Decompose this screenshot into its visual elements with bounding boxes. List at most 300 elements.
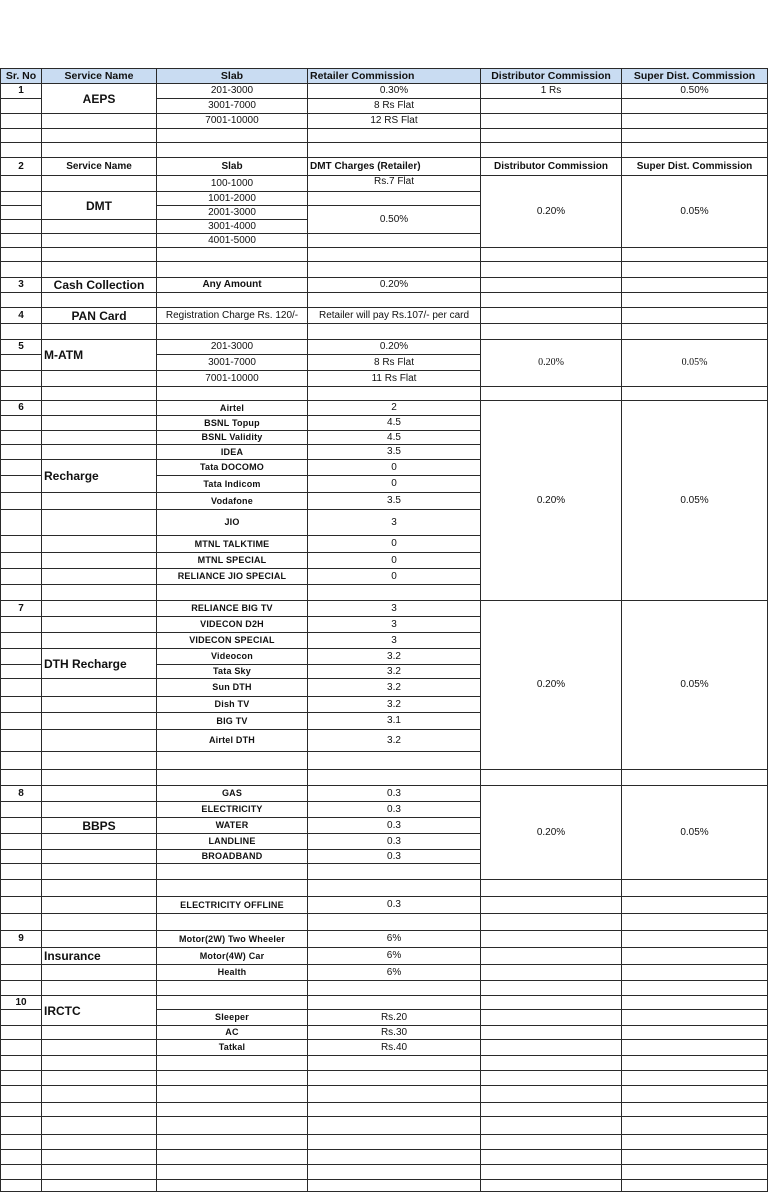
slab-cell <box>157 99 308 114</box>
value-cell <box>308 818 481 834</box>
service-name-irctc <box>42 996 157 1026</box>
dmt-subheader-charges <box>308 158 481 176</box>
empty-cell <box>157 262 308 278</box>
empty-cell <box>622 981 768 996</box>
operator-cell-text: VIDECON D2H <box>200 619 264 629</box>
empty-cell <box>0 1040 42 1056</box>
empty-cell <box>0 981 42 996</box>
value-cell-text: 3.2 <box>387 698 401 710</box>
value-cell-text: 0 <box>391 570 397 582</box>
super-dist-cell <box>622 786 768 880</box>
empty-cell <box>42 220 157 234</box>
empty-cell <box>42 880 157 897</box>
dmt-charge-cell-text: Rs.7 Flat <box>373 176 414 187</box>
empty-cell <box>622 1026 768 1040</box>
empty-cell <box>0 1150 42 1165</box>
value-cell-text: 3.2 <box>387 681 401 693</box>
empty-cell <box>308 914 481 931</box>
header-retailer-commission-text: Retailer Commission <box>310 69 415 82</box>
empty-cell <box>622 1165 768 1180</box>
operator-cell <box>157 850 308 864</box>
sr-no-text: 6 <box>18 402 24 413</box>
operator-cell <box>157 617 308 633</box>
empty-cell <box>0 665 42 679</box>
empty-cell <box>0 176 42 192</box>
empty-cell <box>42 1180 157 1192</box>
empty-cell <box>622 1180 768 1192</box>
empty-cell <box>0 850 42 864</box>
sr-no-text: 3 <box>18 279 24 290</box>
retailer-cell <box>308 355 481 371</box>
slab-cell <box>157 206 308 220</box>
header-service-name <box>42 68 157 84</box>
dmt-charge-cell-text: 0.50% <box>379 213 409 225</box>
empty-cell <box>0 730 42 752</box>
value-cell <box>308 948 481 965</box>
operator-cell <box>157 416 308 431</box>
super-dist-cell-text: 0.05% <box>680 679 709 690</box>
value-cell-text: 3.2 <box>387 650 401 662</box>
value-cell <box>308 730 481 752</box>
empty-cell <box>42 1086 157 1103</box>
operator-cell-text: RELIANCE BIG TV <box>191 603 273 613</box>
empty-cell <box>0 445 42 460</box>
operator-cell <box>157 445 308 460</box>
value-cell <box>308 536 481 553</box>
operator-cell-text: BIG TV <box>216 715 248 726</box>
distributor-cell <box>481 401 622 601</box>
retailer-cell-text: Retailer will pay Rs.107/- per card <box>318 309 470 321</box>
value-cell <box>308 460 481 476</box>
empty-cell <box>0 914 42 931</box>
operator-cell-text: IDEA <box>220 446 244 457</box>
empty-cell <box>622 99 768 114</box>
retailer-cell <box>308 278 481 293</box>
value-cell <box>308 569 481 585</box>
empty-cell <box>42 401 157 416</box>
operator-cell <box>157 493 308 510</box>
value-cell-text: 3.2 <box>387 734 401 746</box>
operator-cell <box>157 679 308 697</box>
value-cell <box>308 786 481 802</box>
empty-cell <box>157 1180 308 1192</box>
empty-cell <box>0 770 42 786</box>
empty-cell <box>42 234 157 248</box>
header-sr-no <box>0 68 42 84</box>
distributor-cell-text: 0.20% <box>536 494 566 506</box>
empty-cell <box>42 981 157 996</box>
value-cell <box>308 665 481 679</box>
empty-cell <box>308 770 481 786</box>
empty-cell <box>157 143 308 158</box>
empty-cell <box>42 802 157 818</box>
super-dist-cell <box>622 176 768 248</box>
value-cell-text: 0 <box>391 554 397 566</box>
empty-cell <box>42 431 157 445</box>
super-dist-cell <box>622 401 768 601</box>
value-cell-text: 3.1 <box>387 715 401 726</box>
header-distributor-commission <box>481 68 622 84</box>
slab-cell <box>157 114 308 129</box>
operator-cell <box>157 665 308 679</box>
value-cell <box>308 802 481 818</box>
empty-cell <box>0 585 42 601</box>
dmt-subheader-charges-text: DMT Charges (Retailer) <box>310 160 421 172</box>
operator-cell-text: ELECTRICITY OFFLINE <box>180 899 284 910</box>
empty-cell <box>0 649 42 665</box>
empty-cell <box>308 585 481 601</box>
empty-cell <box>481 1026 622 1040</box>
slab-cell <box>157 176 308 192</box>
value-cell <box>308 601 481 617</box>
value-cell-text: 2 <box>391 402 397 413</box>
distributor-cell-text: 1 Rs <box>540 85 562 96</box>
super-dist-cell <box>622 601 768 770</box>
empty-cell <box>622 1040 768 1056</box>
service-name-dmt <box>42 192 157 220</box>
retailer-cell-text: 8 Rs Flat <box>373 356 414 368</box>
empty-cell <box>0 536 42 553</box>
empty-cell <box>0 371 42 387</box>
empty-cell <box>308 234 481 248</box>
empty-cell <box>0 633 42 649</box>
blank-cell <box>308 996 481 1010</box>
super-dist-cell-text: 0.50% <box>680 85 709 96</box>
retailer-cell-text: 11 Rs Flat <box>371 372 417 384</box>
header-distributor-commission-text: Distributor Commission <box>491 69 611 82</box>
sr-no <box>0 401 42 416</box>
empty-cell <box>622 1135 768 1150</box>
empty-cell <box>308 981 481 996</box>
empty-cell <box>481 262 622 278</box>
value-cell <box>308 713 481 730</box>
empty-cell <box>42 770 157 786</box>
value-cell <box>308 617 481 633</box>
sr-no-text: 10 <box>15 996 27 1008</box>
empty-cell <box>0 834 42 850</box>
sr-no <box>0 158 42 176</box>
operator-cell <box>157 931 308 948</box>
empty-cell <box>481 1056 622 1071</box>
value-cell <box>308 416 481 431</box>
operator-cell <box>157 476 308 493</box>
retailer-cell-text: 12 RS Flat <box>370 115 418 126</box>
empty-cell <box>157 914 308 931</box>
empty-cell <box>157 880 308 897</box>
operator-cell-text: Tata Sky <box>213 666 251 676</box>
slab-cell-text: Registration Charge Rs. 120/- <box>165 309 299 321</box>
operator-cell-text: VIDECON SPECIAL <box>189 635 275 645</box>
operator-cell-text: BROADBAND <box>201 851 263 861</box>
empty-cell <box>622 1056 768 1071</box>
value-cell-text: 6% <box>386 966 402 978</box>
empty-cell <box>0 493 42 510</box>
header-retailer-commission <box>308 68 481 84</box>
slab-cell-text: 7001-10000 <box>205 115 259 126</box>
empty-cell <box>308 143 481 158</box>
empty-cell <box>0 1135 42 1150</box>
empty-cell <box>308 880 481 897</box>
value-cell-text: 3.5 <box>387 446 401 457</box>
header-slab <box>157 68 308 84</box>
empty-cell <box>308 1165 481 1180</box>
value-cell <box>308 1040 481 1056</box>
slab-cell <box>157 340 308 355</box>
empty-cell <box>157 324 308 340</box>
operator-cell <box>157 649 308 665</box>
sr-no <box>0 84 42 99</box>
service-name-insurance <box>42 948 157 965</box>
empty-cell <box>157 387 308 401</box>
empty-cell <box>481 897 622 914</box>
operator-cell <box>157 965 308 981</box>
empty-cell <box>622 914 768 931</box>
empty-cell <box>481 1117 622 1135</box>
value-cell-text: 0 <box>391 478 397 489</box>
retailer-cell <box>308 84 481 99</box>
value-cell <box>308 431 481 445</box>
empty-cell <box>622 996 768 1010</box>
empty-cell <box>308 1117 481 1135</box>
empty-cell <box>0 864 42 880</box>
empty-cell <box>0 1026 42 1040</box>
header-slab-text: Slab <box>220 69 244 82</box>
operator-cell <box>157 897 308 914</box>
empty-cell <box>622 1117 768 1135</box>
empty-cell <box>42 786 157 802</box>
empty-cell <box>157 1165 308 1180</box>
empty-cell <box>42 1165 157 1180</box>
distributor-cell-text: 0.20% <box>536 826 566 838</box>
service-name-irctc-text: IRCTC <box>44 1003 81 1018</box>
empty-cell <box>42 387 157 401</box>
empty-cell <box>308 1180 481 1192</box>
operator-cell <box>157 713 308 730</box>
empty-cell <box>157 1103 308 1117</box>
retailer-cell <box>308 340 481 355</box>
empty-cell <box>308 1056 481 1071</box>
service-name-pan-card <box>42 308 157 324</box>
empty-cell <box>157 1071 308 1086</box>
value-cell <box>308 1026 481 1040</box>
empty-cell <box>0 679 42 697</box>
service-name-recharge-text: Recharge <box>44 469 99 483</box>
retailer-cell-text: 0.20% <box>379 341 409 352</box>
empty-cell <box>481 981 622 996</box>
operator-cell <box>157 401 308 416</box>
service-name-bbps-text: BBPS <box>82 818 116 833</box>
empty-cell <box>0 752 42 770</box>
empty-cell <box>481 1180 622 1192</box>
value-cell <box>308 897 481 914</box>
sr-no-text: 4 <box>18 309 24 321</box>
operator-cell-text: Videocon <box>211 651 253 661</box>
empty-cell <box>308 1071 481 1086</box>
empty-cell <box>481 1103 622 1117</box>
slab-cell <box>157 192 308 206</box>
empty-cell <box>0 880 42 897</box>
operator-cell <box>157 802 308 818</box>
operator-cell-text: Tatkal <box>218 1042 246 1052</box>
empty-cell <box>42 371 157 387</box>
slab-cell-text: 3001-7000 <box>208 100 256 111</box>
service-name-cash-collection <box>42 278 157 293</box>
empty-cell <box>42 864 157 880</box>
slab-cell <box>157 234 308 248</box>
empty-cell <box>0 431 42 445</box>
empty-cell <box>42 601 157 617</box>
empty-cell <box>308 1135 481 1150</box>
empty-cell <box>157 1135 308 1150</box>
empty-cell <box>622 262 768 278</box>
empty-cell <box>0 324 42 340</box>
empty-cell <box>308 1103 481 1117</box>
empty-cell <box>157 1086 308 1103</box>
empty-cell <box>42 553 157 569</box>
value-cell <box>308 510 481 536</box>
empty-cell <box>308 1086 481 1103</box>
empty-cell <box>42 633 157 649</box>
value-cell <box>308 476 481 493</box>
empty-cell <box>42 713 157 730</box>
operator-cell <box>157 818 308 834</box>
empty-cell <box>0 510 42 536</box>
service-name-insurance-text: Insurance <box>44 949 101 963</box>
slab-cell-text: Any Amount <box>202 279 262 290</box>
operator-cell-text: Airtel DTH <box>208 735 255 745</box>
sr-no-text: 2 <box>18 160 24 172</box>
slab-cell-text: 7001-10000 <box>205 372 259 384</box>
super-dist-cell-text: 0.05% <box>681 357 708 368</box>
slab-cell <box>157 220 308 234</box>
empty-cell <box>308 129 481 143</box>
empty-cell <box>0 713 42 730</box>
empty-cell <box>0 569 42 585</box>
empty-cell <box>481 248 622 262</box>
empty-cell <box>42 129 157 143</box>
operator-cell-text: Airtel <box>219 402 245 413</box>
slab-cell <box>157 84 308 99</box>
operator-cell-text: MTNL TALKTIME <box>194 538 270 549</box>
retailer-cell <box>308 114 481 129</box>
distributor-cell-text: 0.20% <box>536 679 566 690</box>
retailer-cell <box>308 99 481 114</box>
slab-cell-text: 201-3000 <box>210 85 254 96</box>
value-cell-text: 3.5 <box>387 495 401 506</box>
value-cell <box>308 697 481 713</box>
dmt-subheader-slab-text: Slab <box>221 160 243 172</box>
sr-no <box>0 931 42 948</box>
value-cell-text: 0.3 <box>387 787 401 799</box>
super-dist-cell-text: 0.05% <box>680 205 709 217</box>
value-cell <box>308 679 481 697</box>
empty-cell <box>308 248 481 262</box>
empty-cell <box>42 679 157 697</box>
operator-cell-text: LANDLINE <box>208 836 256 846</box>
value-cell <box>308 633 481 649</box>
empty-cell <box>0 129 42 143</box>
distributor-cell <box>481 176 622 248</box>
slab-cell-text: 3001-7000 <box>208 356 256 368</box>
value-cell-text: 6% <box>386 950 402 961</box>
empty-cell <box>0 553 42 569</box>
service-name-pan-card-text: PAN Card <box>71 308 127 323</box>
empty-cell <box>481 308 622 324</box>
empty-cell <box>0 220 42 234</box>
empty-cell <box>42 324 157 340</box>
empty-cell <box>622 143 768 158</box>
empty-cell <box>481 293 622 308</box>
empty-cell <box>157 1117 308 1135</box>
distributor-cell-text: 0.20% <box>538 357 564 368</box>
empty-cell <box>622 965 768 981</box>
empty-cell <box>0 143 42 158</box>
dmt-charge-cell <box>308 192 481 206</box>
operator-cell <box>157 948 308 965</box>
operator-cell <box>157 460 308 476</box>
dmt-charge-cell <box>308 176 481 192</box>
empty-cell <box>481 914 622 931</box>
value-cell <box>308 931 481 948</box>
empty-cell <box>0 697 42 713</box>
empty-cell <box>0 1071 42 1086</box>
value-cell <box>308 649 481 665</box>
empty-cell <box>622 897 768 914</box>
value-cell-text: 3 <box>391 618 397 630</box>
empty-cell <box>622 308 768 324</box>
empty-cell <box>0 234 42 248</box>
empty-cell <box>0 262 42 278</box>
value-cell-text: Rs.30 <box>380 1026 408 1038</box>
empty-cell <box>0 1180 42 1192</box>
header-super-dist-commission-text: Super Dist. Commission <box>633 69 756 82</box>
empty-cell <box>481 1165 622 1180</box>
empty-cell <box>42 730 157 752</box>
operator-cell-text: MTNL SPECIAL <box>197 555 267 565</box>
empty-cell <box>308 324 481 340</box>
empty-cell <box>308 262 481 278</box>
empty-cell <box>42 1056 157 1071</box>
operator-cell-text: Tata DOCOMO <box>199 462 265 472</box>
operator-cell-text: Motor(4W) Car <box>199 950 265 961</box>
sr-no-text: 1 <box>18 85 24 96</box>
operator-cell-text: Vodafone <box>211 495 253 506</box>
empty-cell <box>481 324 622 340</box>
operator-cell <box>157 510 308 536</box>
value-cell-text: 0 <box>391 538 397 549</box>
empty-cell <box>0 206 42 220</box>
slab-cell-text: 100-1000 <box>210 177 254 189</box>
operator-cell <box>157 601 308 617</box>
empty-cell <box>42 114 157 129</box>
empty-cell <box>622 880 768 897</box>
empty-cell <box>481 1071 622 1086</box>
operator-cell-text: AC <box>225 1027 239 1037</box>
empty-cell <box>481 996 622 1010</box>
empty-cell <box>481 965 622 981</box>
operator-cell-text: WATER <box>215 820 249 830</box>
empty-cell <box>157 981 308 996</box>
operator-cell-text: Sun DTH <box>212 682 252 692</box>
empty-cell <box>42 536 157 553</box>
empty-cell <box>0 897 42 914</box>
empty-cell <box>0 802 42 818</box>
operator-cell-text: BSNL Validity <box>201 432 263 442</box>
value-cell-text: 0.3 <box>387 899 401 910</box>
service-name-m-atm <box>42 340 157 371</box>
retailer-cell-text: 0.20% <box>379 279 409 290</box>
value-cell-text: 0.3 <box>387 803 401 815</box>
